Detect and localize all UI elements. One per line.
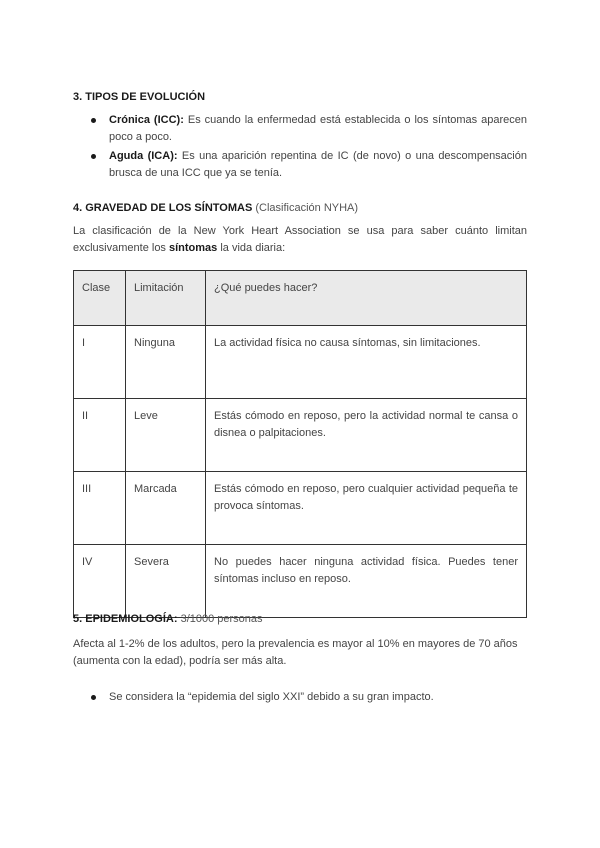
cell-limitacion: Leve (126, 399, 206, 472)
term-aguda: Aguda (ICA): (109, 150, 178, 162)
list-item-cronica (73, 112, 527, 146)
section-4-heading-text: 4. GRAVEDAD DE LOS SÍNTOMAS (73, 202, 253, 214)
header-que-puedes-hacer: ¿Qué puedes hacer? (206, 271, 527, 326)
section-4-heading-note: (Clasificación NYHA) (252, 202, 359, 214)
cell-clase: IV (74, 545, 126, 618)
bullet-icon (91, 118, 96, 123)
evolution-types-list (73, 112, 527, 184)
text-aguda: Es una aparición repentina de IC (de novo) o una descompensación brusca de una ICC que ya se tenía. (109, 150, 527, 179)
cell-descripcion: La actividad física no causa síntomas, sin limitaciones. (206, 326, 527, 399)
bullet-icon (91, 154, 96, 159)
section-5-heading (73, 613, 263, 625)
table-row (74, 472, 527, 545)
epidemiology-paragraph (73, 636, 527, 670)
cell-descripcion: Estás cómodo en reposo, pero la actividad normal te cansa o disnea o palpitaciones. (206, 399, 527, 472)
cell-descripcion: No puedes hacer ninguna actividad física. Puedes tener síntomas incluso en reposo. (206, 545, 527, 618)
intro-text-end: la vida diaria: (217, 242, 286, 254)
list-item-epidemia (73, 689, 527, 706)
cell-limitacion: Severa (126, 545, 206, 618)
term-cronica: Crónica (ICC): (109, 114, 184, 126)
table-row (74, 399, 527, 472)
section-3-heading (73, 91, 205, 103)
epidemiology-list (73, 689, 527, 708)
cell-clase: III (74, 472, 126, 545)
cell-clase: I (74, 326, 126, 399)
cell-limitacion: Marcada (126, 472, 206, 545)
table-header-row (74, 271, 527, 326)
table-row (74, 326, 527, 399)
epidemiology-text: Afecta al 1-2% de los adultos, pero la prevalencia es mayor al 10% en mayores de 70 años (aumenta con la edad), podría ser más alta. (73, 638, 518, 667)
nyha-intro-paragraph (73, 223, 527, 257)
intro-text-start: La clasificación de la New York Heart Association se usa para saber cuánto limitan exclusivamente los (73, 225, 527, 254)
cell-descripcion: Estás cómodo en reposo, pero cualquier actividad pequeña te provoca síntomas. (206, 472, 527, 545)
cell-clase: II (74, 399, 126, 472)
bullet-icon (91, 695, 96, 700)
section-5-heading-note: 3/1000 personas (177, 613, 263, 625)
text-epidemia: Se considera la “epidemia del siglo XXI” debido a su gran impacto. (109, 691, 434, 703)
cell-limitacion: Ninguna (126, 326, 206, 399)
list-item-aguda (73, 148, 527, 182)
intro-bold-sintomas: síntomas (169, 242, 218, 254)
table-row (74, 545, 527, 618)
section-5-heading-text: 5. EPIDEMIOLOGÍA: (73, 613, 178, 625)
text-cronica: Es cuando la enfermedad está establecida o los síntomas aparecen poco a poco. (109, 114, 527, 143)
section-4-heading (73, 202, 358, 214)
header-limitacion: Limitación (126, 271, 206, 326)
nyha-table (73, 270, 527, 618)
section-3-heading-text: 3. TIPOS DE EVOLUCIÓN (73, 91, 206, 103)
header-clase: Clase (74, 271, 126, 326)
